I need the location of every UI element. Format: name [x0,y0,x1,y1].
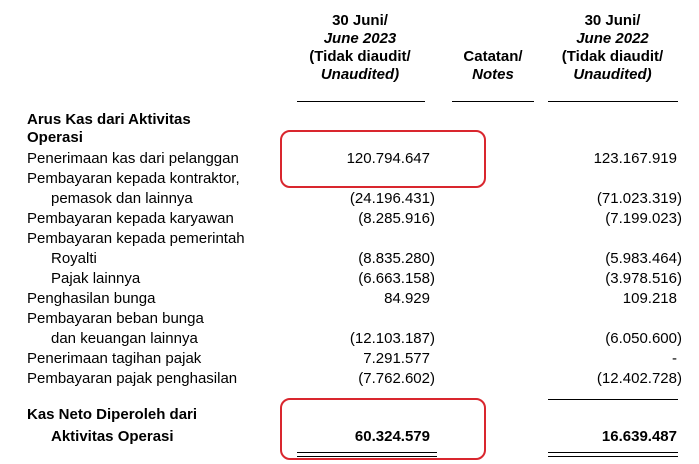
row-payments-contractors-2022: (71.023.319) [596,190,682,207]
highlight-box-receipts [280,130,486,188]
section-title-line2: Operasi [27,129,83,146]
row-payments-employees-2023: (8.285.916) [358,210,435,227]
header-notes-line1: Catatan/ [463,48,523,65]
row-income-tax-label: Pembayaran pajak penghasilan [27,370,238,387]
row-other-tax-2023: (6.663.158) [358,270,435,287]
header-2023-line1: 30 Juni/ [332,12,388,29]
row-interest-income-2022: 109.218 [622,290,677,307]
header-2023-underline [297,101,425,102]
row-income-tax-2023: (7.762.602) [358,370,435,387]
row-interest-finance-label2: dan keuangan lainnya [51,330,198,347]
row-payments-contractors-2023: (24.196.431) [349,190,435,207]
total-2022: 16.639.487 [601,428,677,445]
row-interest-income-label: Penghasilan bunga [27,290,156,307]
row-income-tax-2022: (12.402.728) [596,370,682,387]
subtotal-rule-2022 [548,399,678,400]
row-payments-employees-label: Pembayaran kepada karyawan [27,210,234,227]
row-payments-contractors-label2: pemasok dan lainnya [51,190,193,207]
row-interest-finance-2022: (6.050.600) [605,330,682,347]
header-2022-underline [548,101,678,102]
header-2023-line3: (Tidak diaudit/ [309,48,411,65]
header-2022-line4: Unaudited) [573,66,652,83]
row-payments-employees-2022: (7.199.023) [605,210,682,227]
header-2022 [545,12,680,84]
header-2022-line3: (Tidak diaudit/ [561,48,664,65]
row-royalty-2022: (5.983.464) [605,250,682,267]
total-underline-2022-b [548,456,678,457]
highlight-box-total [280,398,486,460]
row-interest-finance-2023: (12.103.187) [349,330,435,347]
row-other-tax-label: Pajak lainnya [51,270,141,287]
header-notes-line2: Notes [472,66,514,83]
total-label-line2: Aktivitas Operasi [51,428,174,445]
total-underline-2022 [548,452,678,453]
row-royalty-label: Royalti [51,250,97,267]
row-interest-income-2023: 84.929 [384,290,430,307]
row-receipts-customers-2022: 123.167.919 [593,150,677,167]
section-title [27,111,191,147]
header-2023-line2: June 2023 [323,30,397,47]
header-2023-line4: Unaudited) [320,66,400,83]
header-notes [450,48,536,84]
row-receipts-customers-label: Penerimaan kas dari pelanggan [27,150,239,167]
row-payments-contractors-label1: Pembayaran kepada kontraktor, [27,170,240,187]
row-interest-finance-label1: Pembayaran beban bunga [27,310,204,327]
row-receipts-customers-2023: 120.794.647 [346,150,430,167]
total-2023: 60.324.579 [354,428,430,445]
header-2022-line1: 30 Juni/ [584,12,641,29]
header-notes-underline [452,101,534,102]
row-tax-refund-2022: - [672,350,677,367]
row-tax-refund-label: Penerimaan tagihan pajak [27,350,202,367]
row-royalty-2023: (8.835.280) [358,250,435,267]
row-other-tax-2022: (3.978.516) [605,270,682,287]
total-label-line1: Kas Neto Diperoleh dari [27,406,198,423]
header-2022-line2: June 2022 [576,30,649,47]
header-2023 [295,12,425,84]
row-tax-refund-2023: 7.291.577 [363,350,430,367]
section-title-line1: Arus Kas dari Aktivitas [27,111,191,128]
row-payments-government-label: Pembayaran kepada pemerintah [27,230,245,247]
